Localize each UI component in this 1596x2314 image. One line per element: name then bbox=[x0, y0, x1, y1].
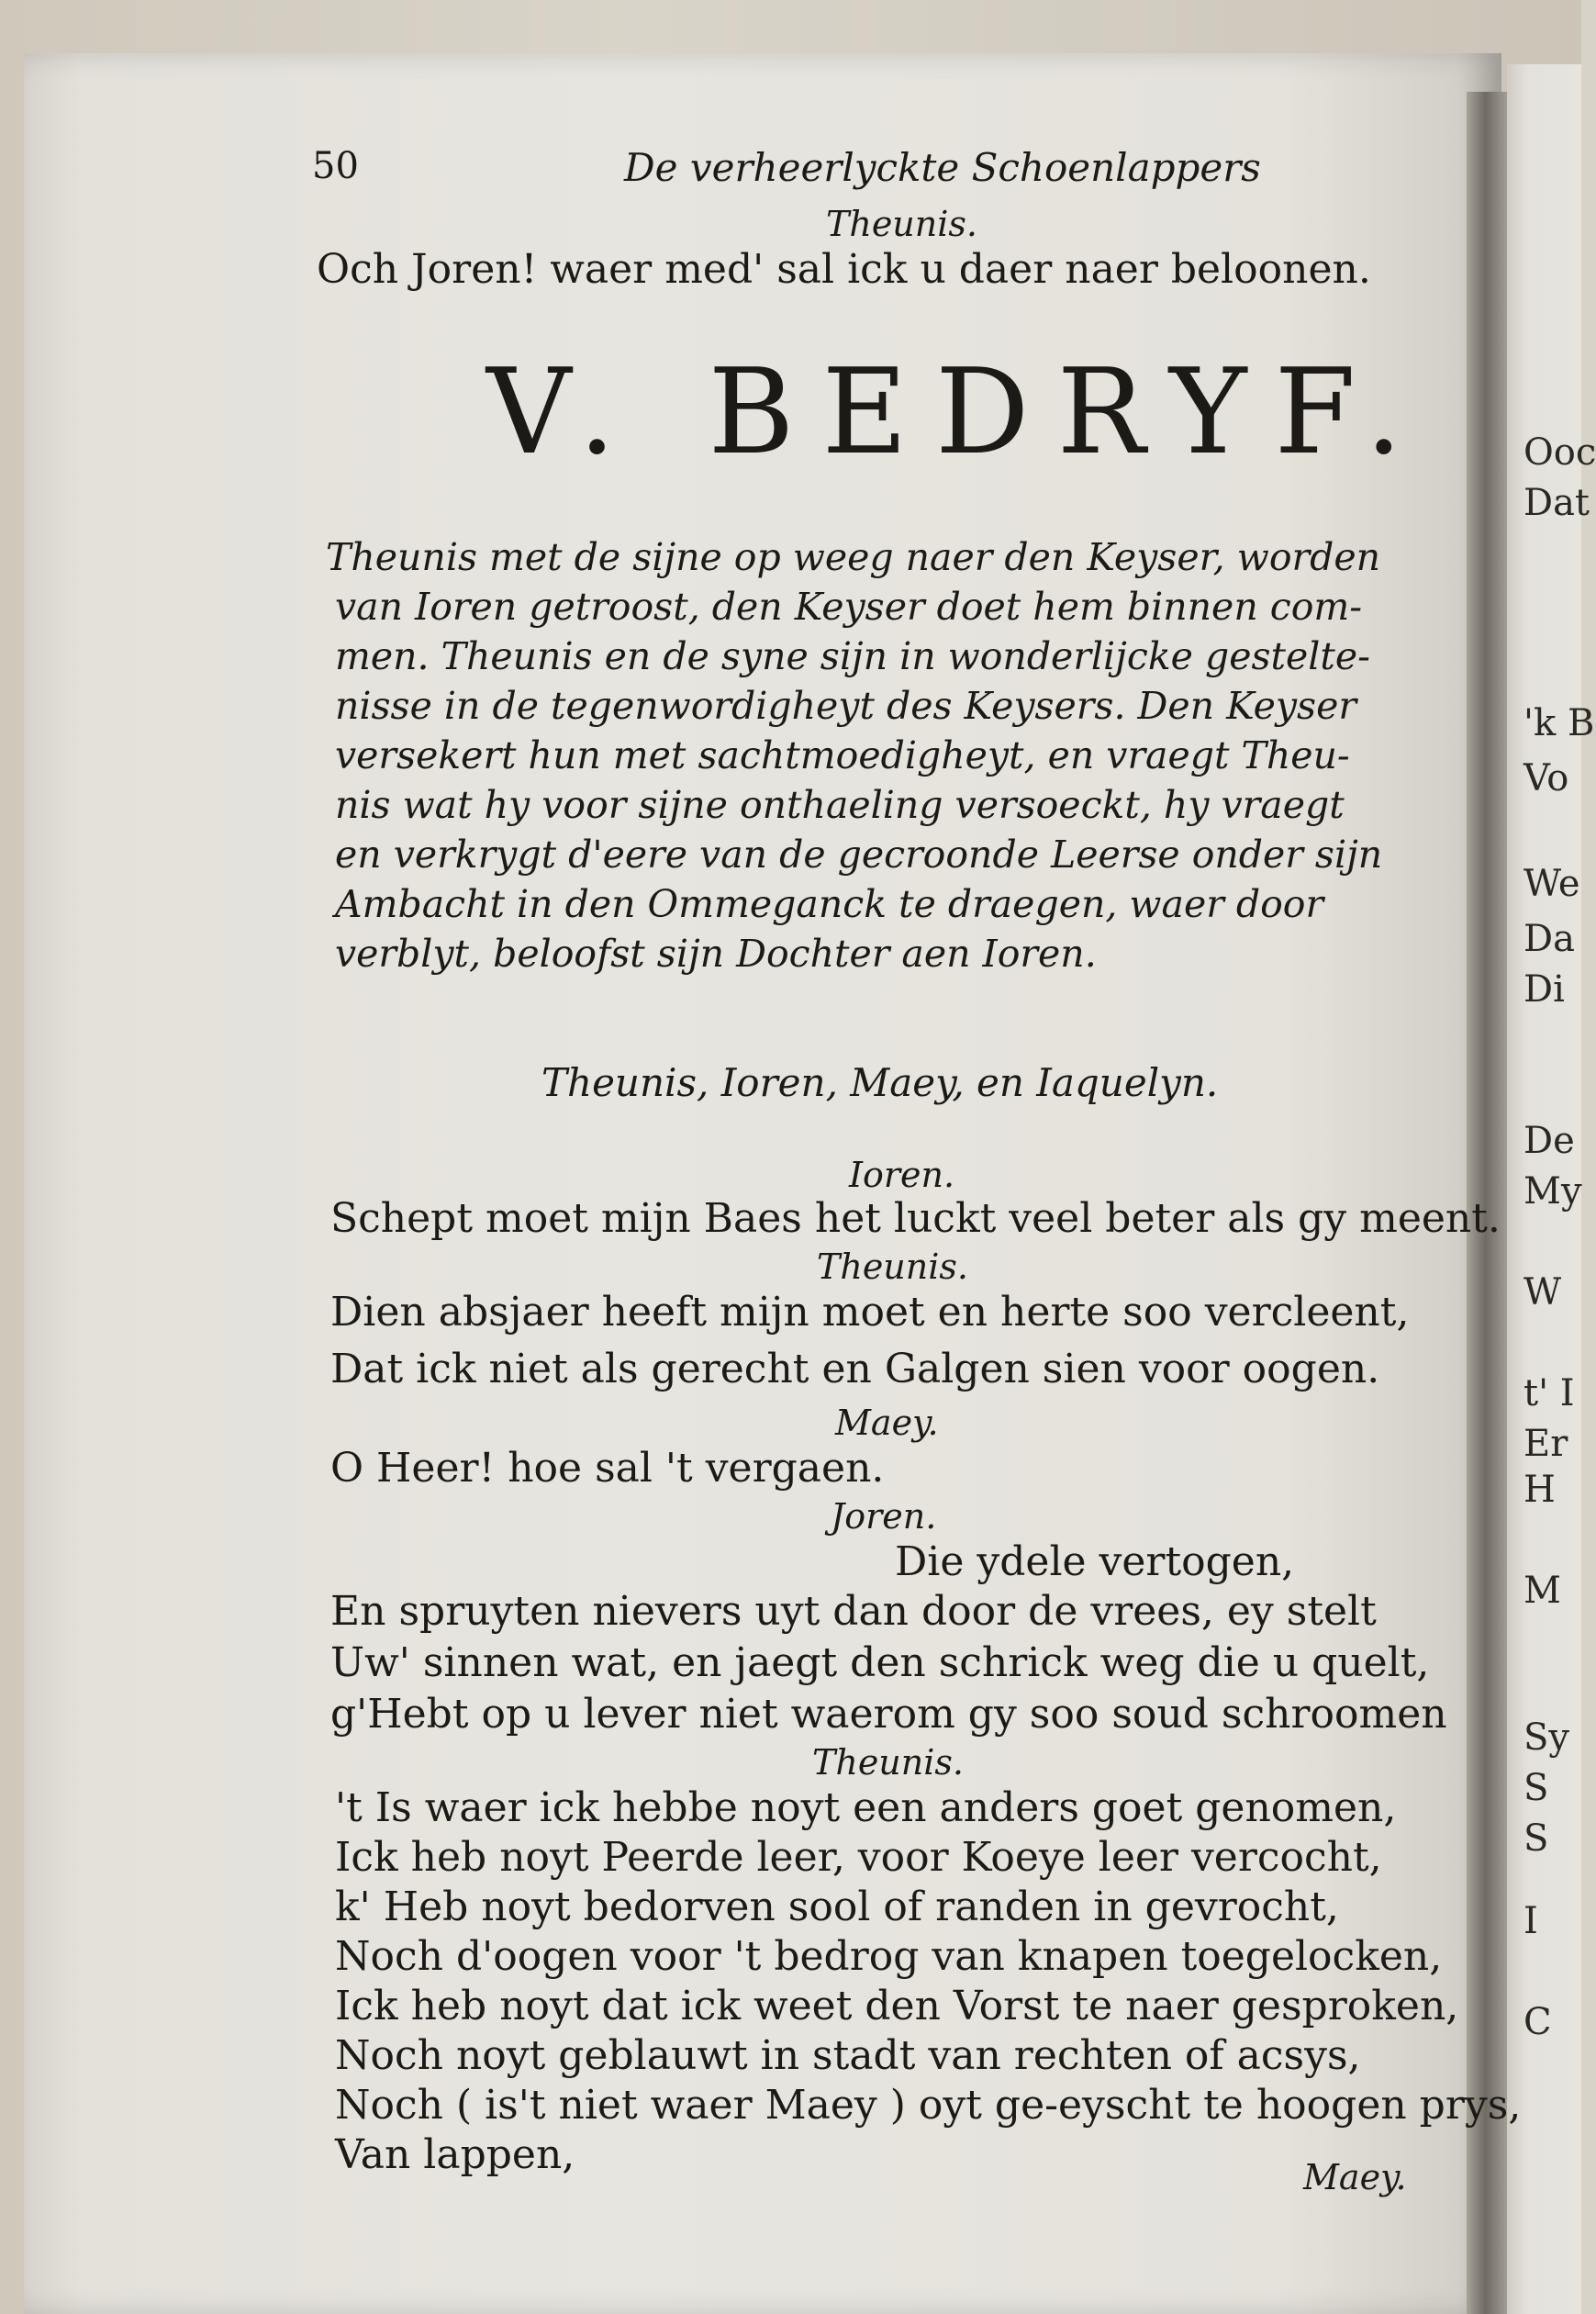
act-title: V. BEDRYF. bbox=[486, 344, 1431, 481]
speaker-label: Ioren. bbox=[849, 1155, 955, 1195]
verse-line: Schept moet mijn Baes het luckt veel beter als gy meent. bbox=[330, 1195, 1501, 1242]
facing-page-fragment: Da bbox=[1523, 918, 1575, 960]
facing-page-fragment: Ooc bbox=[1523, 431, 1596, 474]
page-number: 50 bbox=[312, 145, 359, 187]
verse-line: Dien absjaer heeft mijn moet en herte soo vercleent, bbox=[330, 1289, 1410, 1336]
facing-page-fragment: Sy bbox=[1523, 1716, 1569, 1759]
speaker-label: Maey. bbox=[835, 1403, 939, 1443]
facing-page bbox=[1507, 64, 1596, 2314]
facing-page-fragment: Di bbox=[1523, 968, 1565, 1011]
verse-line: Van lappen, bbox=[335, 2131, 575, 2178]
speaker-label: Theunis. bbox=[826, 204, 977, 244]
facing-page-fragment: We bbox=[1523, 863, 1580, 905]
catchword: Maey. bbox=[1303, 2157, 1407, 2197]
verse-line: Ick heb noyt dat ick weet den Vorst te naer gesproken, bbox=[335, 1983, 1459, 2029]
facing-page-fragment: I bbox=[1523, 1900, 1538, 1942]
running-title: De verheerlyckte Schoenlappers bbox=[624, 145, 1261, 190]
verse-line: Ick heb noyt Peerde leer, voor Koeye leer vercocht, bbox=[335, 1834, 1382, 1881]
facing-page-fragment: t' I bbox=[1523, 1372, 1575, 1414]
verse-line: g'Hebt op u lever niet waerom gy soo soud schroomen bbox=[330, 1691, 1447, 1738]
argument-line: verblyt, beloofst sijn Dochter aen Ioren. bbox=[335, 932, 1097, 976]
facing-page-fragment: M bbox=[1523, 1570, 1561, 1612]
argument-line: van Ioren getroost, den Keyser doet hem binnen com- bbox=[335, 585, 1363, 629]
speaker-label: Theunis. bbox=[817, 1246, 968, 1287]
cast-list: Theunis, Ioren, Maey, en Iaquelyn. bbox=[541, 1060, 1219, 1105]
argument-line: men. Theunis en de syne sijn in wonderlijcke gestelte- bbox=[335, 634, 1370, 678]
speaker-label: Theunis. bbox=[812, 1742, 964, 1783]
facing-page-fragment: S bbox=[1523, 1817, 1549, 1860]
facing-page-fragment: Er bbox=[1523, 1423, 1568, 1465]
facing-page-fragment: 'k B bbox=[1523, 702, 1595, 744]
verse-line: Uw' sinnen wat, en jaegt den schrick weg die u quelt, bbox=[330, 1639, 1430, 1686]
argument-line: en verkrygt d'eere van de gecroonde Leerse onder sijn bbox=[335, 833, 1383, 877]
facing-page-fragment: De bbox=[1523, 1120, 1575, 1162]
verse-line: Och Joren! waer med' sal ick u daer naer beloonen. bbox=[317, 246, 1371, 293]
facing-page-fragment: W bbox=[1523, 1271, 1562, 1314]
verse-line: Noch noyt geblauwt in stadt van rechten of acsys, bbox=[335, 2032, 1361, 2079]
verse-line: Noch ( is't niet waer Maey ) oyt ge-eyscht te hoogen prys, bbox=[335, 2082, 1522, 2129]
argument-line: versekert hun met sachtmoedigheyt, en vraegt Theu- bbox=[335, 733, 1350, 777]
verse-line: Dat ick niet als gerecht en Galgen sien voor oogen. bbox=[330, 1346, 1380, 1392]
facing-page-fragment: Vo bbox=[1523, 757, 1569, 799]
facing-page-fragment: H bbox=[1523, 1469, 1556, 1511]
verse-line: Die ydele vertogen, bbox=[895, 1538, 1295, 1585]
verse-line: O Heer! hoe sal 't vergaen. bbox=[330, 1445, 885, 1492]
argument-line: nisse in de tegenwordigheyt des Keysers. Den Keyser bbox=[335, 684, 1356, 728]
speaker-label: Joren. bbox=[831, 1496, 937, 1537]
verse-line: En spruyten nievers uyt dan door de vrees, ey stelt bbox=[330, 1588, 1377, 1635]
verse-line: k' Heb noyt bedorven sool of randen in gevrocht, bbox=[335, 1884, 1339, 1930]
verse-line: 't Is waer ick hebbe noyt een anders goet genomen, bbox=[335, 1784, 1397, 1831]
argument-line: Ambacht in den Ommeganck te draegen, waer door bbox=[335, 882, 1324, 926]
verse-line: Noch d'oogen voor 't bedrog van knapen toegelocken, bbox=[335, 1933, 1443, 1980]
facing-page-fragment: My bbox=[1523, 1170, 1582, 1213]
facing-page-fragment: Dat bbox=[1523, 482, 1590, 524]
facing-page-fragment: C bbox=[1523, 2001, 1552, 2043]
argument-line: Theunis met de sijne op weeg naer den Keyser, worden bbox=[326, 535, 1381, 579]
argument-line: nis wat hy voor sijne onthaeling versoeckt, hy vraegt bbox=[335, 783, 1345, 827]
facing-page-fragment: S bbox=[1523, 1767, 1549, 1809]
